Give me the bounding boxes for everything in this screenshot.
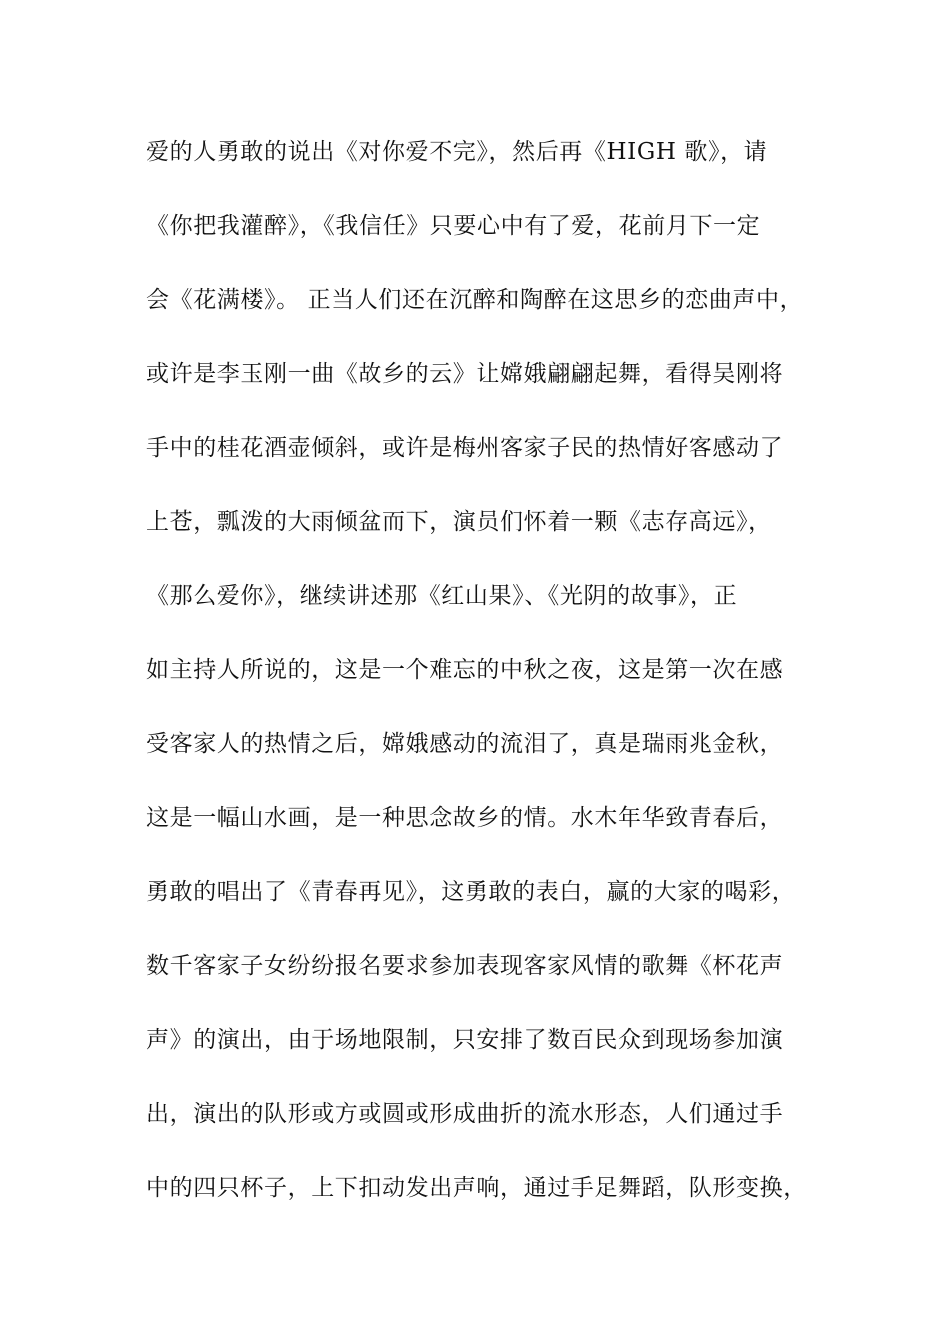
text-line-13: 声》的演出，由于场地限制，只安排了数百民众到现场参加演 — [146, 1027, 784, 1053]
body-text — [146, 130, 826, 1240]
text-line-1: 爱的人勇敢的说出《对你爱不完》，然后再《HIGH 歌》，请 — [146, 139, 768, 165]
text-line-7: 《那么爱你》，继续讲述那《红山果》、《光阴的故事》，正 — [146, 583, 738, 609]
text-line-15: 中的四只杯子，上下扣动发出声响，通过手足舞蹈，队形变换， — [146, 1175, 807, 1201]
text-line-4: 或许是李玉刚一曲《故乡的云》让嫦娥翩翩起舞，看得吴刚将 — [146, 361, 784, 387]
text-line-11: 勇敢的唱出了《青春再见》，这勇敢的表白，赢的大家的喝彩， — [146, 879, 796, 905]
text-line-10: 这是一幅山水画，是一种思念故乡的情。水木年华致青春后， — [146, 805, 784, 831]
text-line-2: 《你把我灌醉》，《我信任》只要心中有了爱，花前月下一定 — [146, 213, 761, 239]
text-line-6: 上苍，瓢泼的大雨倾盆而下，演员们怀着一颗《志存高远》， — [146, 509, 772, 535]
text-line-8: 如主持人所说的，这是一个难忘的中秋之夜，这是第一次在感 — [146, 657, 784, 683]
text-line-5: 手中的桂花酒壶倾斜，或许是梅州客家子民的热情好客感动了 — [146, 435, 784, 461]
text-line-3: 会《花满楼》。 正当人们还在沉醉和陶醉在这思乡的恋曲声中， — [146, 287, 804, 313]
text-line-9: 受客家人的热情之后，嫦娥感动的流泪了，真是瑞雨兆金秋， — [146, 731, 784, 757]
text-line-14: 出，演出的队形或方或圆或形成曲折的流水形态，人们通过手 — [146, 1101, 784, 1127]
text-line-12: 数千客家子女纷纷报名要求参加表现客家风情的歌舞《杯花声 — [146, 953, 784, 979]
